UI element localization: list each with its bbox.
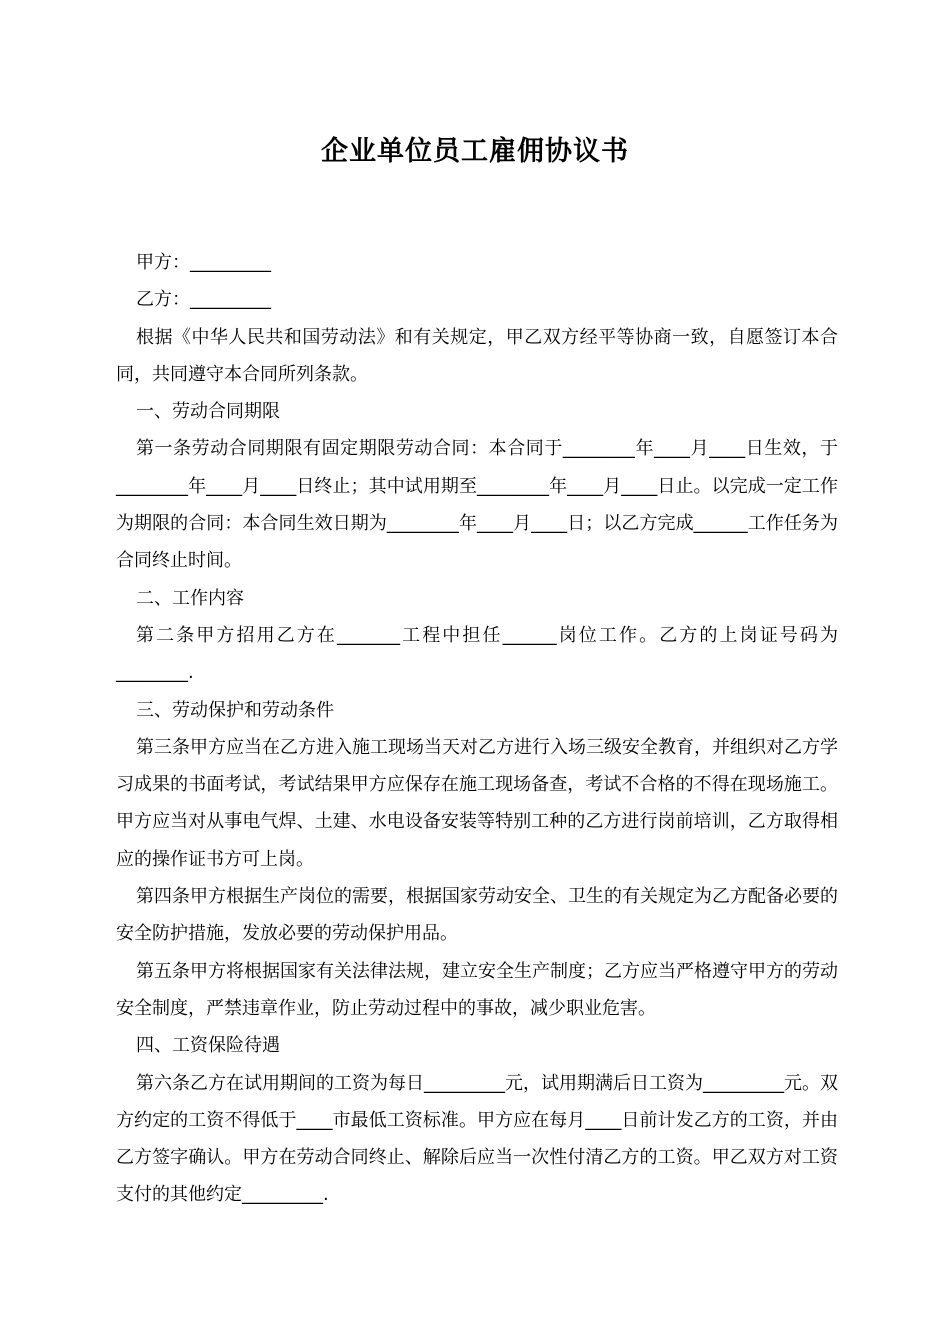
section-heading-4: 四、工资保险待遇: [136, 1035, 280, 1057]
document-title: 企业单位员工雇佣协议书: [321, 136, 629, 167]
party-a-line: 甲方：_________: [136, 252, 271, 273]
section-heading-2: 二、工作内容: [136, 587, 244, 609]
article-4: 第四条甲方根据生产岗位的需要，根据国家劳动安全、卫生的有关规定为乙方配备必要的安全防护措施，发放必要的劳动保护用品。: [116, 886, 838, 945]
section-heading-1: 一、劳动合同期限: [136, 401, 280, 423]
section-heading-3: 三、劳动保护和劳动条件: [136, 699, 334, 721]
article-3: 第三条甲方应当在乙方进入施工现场当天对乙方进行入场三级安全教育，并组织对乙方学习成果的书面考试，考试结果甲方应保存在施工现场备查，考试不合格的不得在现场施工。甲方应当对从事电气焊、土建、水电设备安装等特别工种的乙方进行岗前培训，乙方取得相应的操作证书方可上岗。: [116, 736, 838, 870]
article-2: 第二条甲方招用乙方在_______工程中担任______岗位工作。乙方的上岗证号码为________.: [116, 624, 838, 684]
article-5: 第五条甲方将根据国家有关法律法规，建立安全生产制度；乙方应当严格遵守甲方的劳动安全制度，严禁违章作业，防止劳动过程中的事故，减少职业危害。: [116, 960, 838, 1019]
article-6: 第六条乙方在试用期间的工资为每日_________元，试用期满后日工资为_________元。双方约定的工资不得低于____市最低工资标准。甲方应在每月____日前计发乙方的工资，并由乙方签字确认。甲方在劳动合同终止、解除后应当一次性付清乙方的工资。甲乙双方对工资支付的其他约定_________.: [116, 1072, 838, 1206]
party-b-line: 乙方：_________: [136, 289, 271, 311]
preamble-paragraph: 根据《中华人民共和国劳动法》和有关规定，甲乙双方经平等协商一致，自愿签订本合同，共同遵守本合同所列条款。: [116, 326, 838, 385]
document-body: [116, 244, 838, 1214]
article-1: 第一条劳动合同期限有固定期限劳动合同：本合同于________年____月____日生效，于________年____月____日终止；其中试用期至________年____月____日止。以完成一定工作为期限的合同：本合同生效日期为________年____月____日；以乙方完成______工作任务为合同终止时间。: [116, 438, 838, 572]
